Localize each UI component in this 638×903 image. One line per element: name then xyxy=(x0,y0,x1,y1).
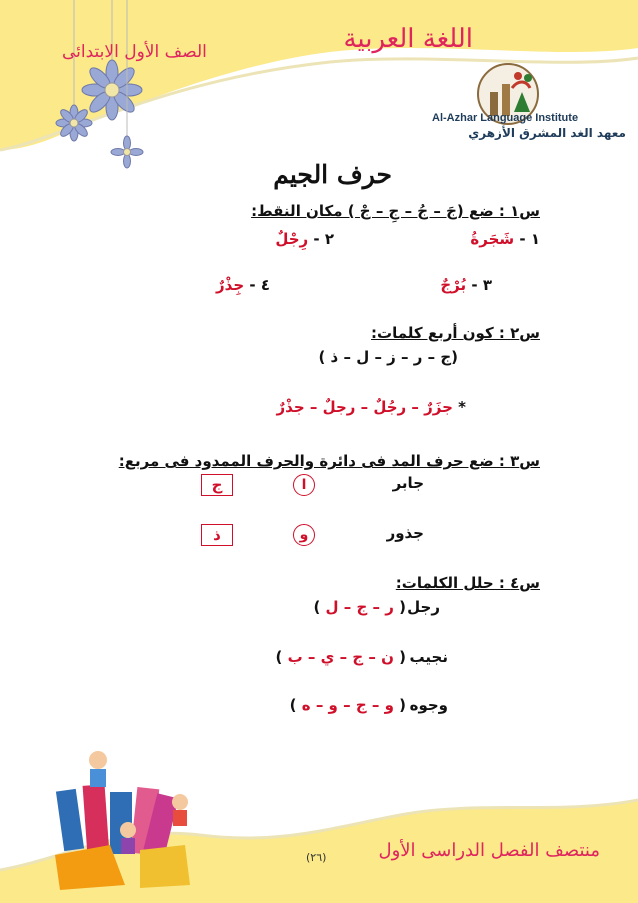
q2-heading: س٢ : كون أربع كلمات: xyxy=(371,324,540,342)
q4-letters: و – ج – و – ه xyxy=(301,696,394,714)
q1-item-word: جِذْرٌ xyxy=(216,276,245,294)
logo-english-name: Al-Azhar Language Institute xyxy=(432,112,579,124)
q4-close-paren: ) xyxy=(275,648,283,666)
q3-circled-letter: و xyxy=(293,524,315,546)
q3-row-word: جابر xyxy=(392,474,424,492)
q1-item-3 xyxy=(440,276,492,294)
q4-heading: س٤ : حلل الكلمات: xyxy=(395,574,540,592)
q1-item-word: شَجَرةُ xyxy=(470,230,515,248)
q4-open-paren: ( xyxy=(399,598,406,616)
q1-heading: س١ : ضع (جَ – جُ – جِ – جْ ) مكان النقط: xyxy=(251,202,540,220)
q3-row-word: جذور xyxy=(386,524,424,542)
q4-close-paren: ) xyxy=(313,598,321,616)
q4-row-analysis xyxy=(276,648,406,666)
q1-item-2 xyxy=(275,230,334,248)
q1-item-number: ٣ - xyxy=(471,276,492,294)
q1-item-word: بُرْجٌ xyxy=(440,276,467,294)
q2-answer xyxy=(277,398,466,416)
q2-answer-words: جزَرٌ – رجُلٌ – رجلٌ – جذْرٌ xyxy=(276,398,453,416)
q4-open-paren: ( xyxy=(399,648,406,666)
q4-open-paren: ( xyxy=(399,696,406,714)
q4-row-analysis xyxy=(313,598,406,616)
q4-row-word: وجوه xyxy=(409,696,448,714)
q1-item-4 xyxy=(216,276,270,294)
q4-letters: ن – ج – ي – ب xyxy=(287,648,394,666)
q1-item-number: ٤ - xyxy=(249,276,270,294)
q3-boxed-letter: ج xyxy=(201,474,233,496)
logo-arabic-name: معهد الغد المشرق الأزهري xyxy=(468,126,626,140)
q4-letters: ر – ج – ل xyxy=(325,598,394,616)
q1-item-number: ١ - xyxy=(519,230,540,248)
q4-row-word: نجيب xyxy=(409,648,448,666)
footer-title: منتصف الفصل الدراسى الأول xyxy=(378,840,600,861)
q4-row-analysis xyxy=(290,696,406,714)
subject-title: اللغة العربية xyxy=(343,24,473,54)
q4-close-paren: ) xyxy=(289,696,297,714)
q1-item-number: ٢ - xyxy=(313,230,334,248)
q3-circled-letter: ا xyxy=(293,474,315,496)
q1-item-word: رِجْلٌ xyxy=(275,230,309,248)
q4-row-word: رجل xyxy=(407,598,440,616)
q2-answer-star: * xyxy=(458,398,466,416)
q3-heading: س٣ : ضع حرف المد فى دائرة والحرف الممدود فى مربع: xyxy=(118,452,540,470)
q3-boxed-letter: ذ xyxy=(201,524,233,546)
grade-label: الصف الأول الابتدائى xyxy=(62,42,207,62)
q2-letters: (ج – ر – ز – ل – ذ ) xyxy=(318,348,458,366)
page-number: (٢٦) xyxy=(306,851,327,864)
lesson-title: حرف الجيم xyxy=(273,160,392,189)
q1-item-1 xyxy=(470,230,540,248)
